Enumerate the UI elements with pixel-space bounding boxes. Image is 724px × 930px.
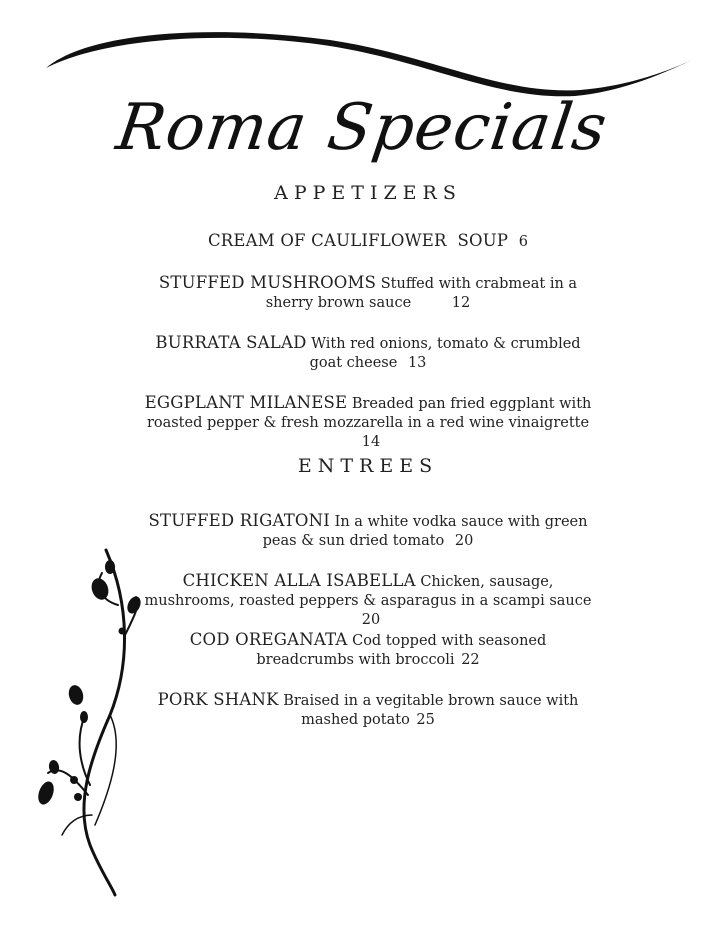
item-description: Cod topped with seasoned breadcrumbs with broccoli <box>256 633 547 668</box>
item-description: Chicken, sausage, mushrooms, roasted peppers & asparagus in a scampi sauce <box>144 574 592 609</box>
section-heading-entrees: ENTREES <box>297 455 439 477</box>
item-price: 20 <box>361 612 381 628</box>
item-price: 14 <box>361 434 381 450</box>
item-name: PORK SHANK <box>157 690 279 709</box>
menu-item <box>140 333 596 373</box>
item-description: Braised in a vegitable brown sauce with mashed potato <box>283 693 579 728</box>
item-name: CREAM OF CAULIFLOWER SOUP <box>207 231 509 250</box>
item-name: COD OREGANATA <box>189 630 348 649</box>
menu-item <box>140 231 596 252</box>
item-price: 20 <box>454 533 474 549</box>
item-name: EGGPLANT MILANESE <box>144 393 348 412</box>
item-name: STUFFED RIGATONI <box>148 511 330 530</box>
item-description: Breaded pan fried eggplant with roasted pepper & fresh mozzarella in a red wine vinaigrette <box>146 396 592 431</box>
item-description: With red onions, tomato & crumbled goat cheese <box>309 336 581 371</box>
floral-vine-icon <box>30 545 150 905</box>
menu-item <box>140 511 596 551</box>
item-name: BURRATA SALAD <box>155 333 307 352</box>
menu-item <box>140 630 596 670</box>
item-price: 6 <box>518 234 529 250</box>
section-heading-appetizers: APPETIZERS <box>274 182 462 204</box>
item-name: CHICKEN ALLA ISABELLA <box>182 571 416 590</box>
item-description: In a white vodka sauce with green peas & sun dried tomato <box>262 514 588 549</box>
item-price: 13 <box>407 355 427 371</box>
menu-item <box>140 393 596 452</box>
menu-item <box>140 690 596 730</box>
menu-item <box>140 273 596 313</box>
item-name: STUFFED MUSHROOMS <box>158 273 377 292</box>
item-price: 12 <box>451 295 471 311</box>
item-price: 22 <box>461 652 480 668</box>
item-price: 25 <box>416 712 435 728</box>
item-description: Stuffed with crabmeat in a sherry brown sauce <box>265 276 578 311</box>
menu-title: Roma Specials <box>112 91 612 165</box>
menu-item <box>140 571 596 630</box>
